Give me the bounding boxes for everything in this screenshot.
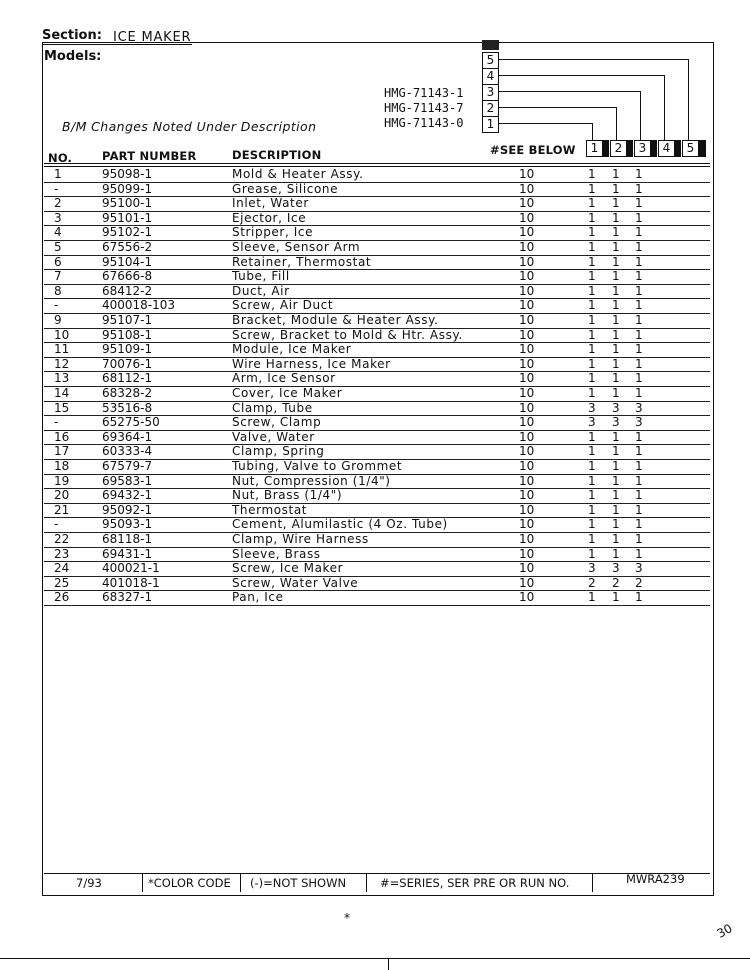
see-below-cell: 10 (519, 269, 535, 284)
row-number: 2 (54, 196, 62, 211)
see-below-cell: 10 (519, 298, 535, 313)
part-number-cell: 70076-1 (102, 356, 153, 371)
model-3-qty-cell: 1 (635, 532, 643, 546)
table-row (44, 517, 710, 533)
model-2-qty-cell: 1 (612, 590, 620, 605)
description-cell: Tube, Fill (232, 269, 290, 284)
see-below-cell: 10 (519, 473, 535, 488)
model-3-qty-cell: 1 (635, 167, 643, 181)
footer-bar (44, 873, 710, 892)
model-1-qty-cell: 3 (588, 400, 596, 415)
model-3-qty-cell: 1 (635, 196, 643, 211)
part-number-cell: 68412-2 (102, 283, 153, 298)
part-number-cell: 400021-1 (102, 561, 160, 576)
description-cell: Nut, Brass (1/4") (232, 488, 343, 503)
part-number-cell: 95093-1 (102, 517, 153, 532)
model-3-qty-cell: 1 (635, 371, 643, 386)
model-1-qty-cell: 1 (588, 459, 596, 473)
model-3-qty-cell: 1 (635, 356, 643, 371)
model-1-qty-cell: 1 (588, 254, 596, 269)
model-2-qty-cell: 3 (612, 400, 620, 415)
model-3-qty-cell: 1 (635, 327, 643, 342)
model-1-qty-cell: 1 (588, 371, 596, 386)
row-number: - (54, 517, 59, 532)
model-1-qty-cell: 1 (588, 590, 596, 605)
model-3-qty-cell: 1 (635, 488, 643, 503)
part-number-cell: 95107-1 (102, 313, 153, 327)
description-cell: Thermostat (232, 502, 308, 517)
model-3-qty-cell: 1 (635, 240, 643, 254)
description-cell: Clamp, Wire Harness (232, 532, 369, 546)
table-row (44, 284, 710, 300)
description-cell: Screw, Air Duct (232, 298, 334, 313)
model-1-qty-cell: 2 (588, 575, 596, 590)
model-3-qty-cell: 1 (635, 590, 643, 605)
model-name-1: HMG-71143-0 (384, 116, 464, 130)
model-2-qty-cell: 1 (612, 386, 620, 400)
model-3-qty-cell: 1 (635, 444, 643, 459)
row-number: 10 (54, 327, 70, 342)
description-cell: Grease, Silicone (232, 181, 339, 196)
description-cell: Sleeve, Brass (232, 546, 321, 561)
model-1-qty-cell: 1 (588, 473, 596, 488)
model-col-header-3: 3 (634, 140, 651, 157)
model-2-qty-cell: 1 (612, 225, 620, 240)
row-number: 19 (54, 473, 70, 488)
part-number-cell: 95098-1 (102, 167, 153, 181)
part-number-cell: 67556-2 (102, 240, 153, 254)
page-bottom-tick (388, 958, 389, 970)
model-1-qty-cell: 1 (588, 546, 596, 561)
see-below-cell: 10 (519, 371, 535, 386)
table-row (44, 503, 710, 519)
table-row (44, 576, 710, 592)
description-cell: Mold & Heater Assy. (232, 167, 364, 181)
table-row (44, 488, 710, 504)
see-below-cell: 10 (519, 459, 535, 473)
footer-date: 7/93 (76, 876, 102, 890)
part-number-cell: 60333-4 (102, 444, 153, 459)
model-3-qty-cell: 1 (635, 254, 643, 269)
see-below-cell: 10 (519, 210, 535, 225)
model-2-qty-cell: 1 (612, 269, 620, 284)
row-number: 15 (54, 400, 70, 415)
see-below-cell: 10 (519, 313, 535, 327)
model-3-qty-cell: 1 (635, 502, 643, 517)
col-header-no: NO. (48, 151, 73, 165)
bm-note: B/M Changes Noted Under Description (62, 119, 317, 134)
part-number-cell: 69364-1 (102, 429, 153, 444)
model-1-qty-cell: 1 (588, 210, 596, 225)
see-below-cell: 10 (519, 590, 535, 605)
description-cell: Arm, Ice Sensor (232, 371, 336, 386)
table-row (44, 430, 710, 446)
model-3-qty-cell: 1 (635, 386, 643, 400)
description-cell: Retainer, Thermostat (232, 254, 372, 269)
model-col-divider-4 (675, 140, 681, 157)
row-number: 11 (54, 342, 70, 357)
part-number-cell: 67579-7 (102, 459, 153, 473)
page-bottom-rule (0, 958, 750, 959)
see-below-cell: 10 (519, 342, 535, 357)
model-2-qty-cell: 1 (612, 313, 620, 327)
model-1-qty-cell: 1 (588, 532, 596, 546)
model-2-qty-cell: 1 (612, 502, 620, 517)
see-below-cell: 10 (519, 167, 535, 181)
model-3-qty-cell: 2 (635, 575, 643, 590)
model-2-qty-cell: 1 (612, 298, 620, 313)
description-cell: Stripper, Ice (232, 225, 314, 240)
model-3-qty-cell: 3 (635, 400, 643, 415)
model-2-qty-cell: 1 (612, 546, 620, 561)
model-2-qty-cell: 1 (612, 371, 620, 386)
description-cell: Clamp, Spring (232, 444, 325, 459)
table-row (44, 196, 710, 212)
model-3-qty-cell: 1 (635, 225, 643, 240)
part-number-cell: 65275-50 (102, 415, 160, 430)
model-box-4: 4 (482, 68, 499, 85)
description-cell: Wire Harness, Ice Maker (232, 356, 391, 371)
see-below-cell: 10 (519, 502, 535, 517)
footer-divider (592, 874, 593, 892)
model-2-qty-cell: 1 (612, 327, 620, 342)
part-number-cell: 68112-1 (102, 371, 153, 386)
model-3-qty-cell: 1 (635, 298, 643, 313)
row-number: 1 (54, 167, 62, 181)
part-number-cell: 95102-1 (102, 225, 153, 240)
table-row (44, 401, 710, 417)
table-row (44, 371, 710, 387)
model-2-qty-cell: 1 (612, 488, 620, 503)
model-2-qty-cell: 1 (612, 181, 620, 196)
model-1-qty-cell: 1 (588, 342, 596, 357)
description-cell: Inlet, Water (232, 196, 309, 211)
see-below-cell: 10 (519, 254, 535, 269)
center-mark: * (344, 911, 350, 925)
model-stack-cap (482, 40, 499, 50)
model-2-qty-cell: 1 (612, 342, 620, 357)
col-header-part-number: PART NUMBER (102, 149, 197, 163)
table-row (44, 561, 710, 577)
model-1-qty-cell: 1 (588, 240, 596, 254)
see-below-cell: 10 (519, 444, 535, 459)
part-number-cell: 68118-1 (102, 532, 153, 546)
model-col-header-2: 2 (610, 140, 627, 157)
model-1-qty-cell: 1 (588, 225, 596, 240)
see-below-cell: 10 (519, 400, 535, 415)
model-col-header-5: 5 (682, 140, 699, 157)
footer-color-code: *COLOR CODE (148, 876, 231, 890)
model-2-qty-cell: 3 (612, 415, 620, 430)
model-2-qty-cell: 1 (612, 459, 620, 473)
model-2-qty-cell: 1 (612, 196, 620, 211)
model-1-qty-cell: 3 (588, 561, 596, 576)
row-number: 8 (54, 283, 62, 298)
row-number: 21 (54, 502, 70, 517)
table-row (44, 240, 710, 256)
row-number: - (54, 181, 59, 196)
table-row (44, 298, 710, 314)
model-2-qty-cell: 1 (612, 532, 620, 546)
model-2-qty-cell: 1 (612, 429, 620, 444)
model-1-qty-cell: 1 (588, 298, 596, 313)
see-below-cell: 10 (519, 429, 535, 444)
table-row (44, 328, 710, 344)
model-2-qty-cell: 1 (612, 444, 620, 459)
model-3-qty-cell: 1 (635, 517, 643, 532)
part-number-cell: 69432-1 (102, 488, 153, 503)
header-rule-top (44, 163, 710, 164)
see-below-cell: 10 (519, 240, 535, 254)
description-cell: Cement, Alumilastic (4 Oz. Tube) (232, 517, 448, 532)
row-number: 20 (54, 488, 70, 503)
row-number: 22 (54, 532, 70, 546)
model-2-qty-cell: 1 (612, 254, 620, 269)
section-label: Section: (42, 28, 102, 43)
see-below-cell: 10 (519, 488, 535, 503)
description-cell: Screw, Ice Maker (232, 561, 344, 576)
description-cell: Screw, Clamp (232, 415, 322, 430)
description-cell: Screw, Bracket to Mold & Htr. Assy. (232, 327, 463, 342)
col-header-see-below: #SEE BELOW (490, 143, 576, 157)
model-3-qty-cell: 1 (635, 181, 643, 196)
model-2-qty-cell: 1 (612, 473, 620, 488)
see-below-cell: 10 (519, 517, 535, 532)
model-1-qty-cell: 1 (588, 269, 596, 284)
table-row (44, 386, 710, 402)
model-3-qty-cell: 1 (635, 429, 643, 444)
part-number-cell: 69583-1 (102, 473, 153, 488)
see-below-cell: 10 (519, 575, 535, 590)
see-below-cell: 10 (519, 561, 535, 576)
row-number: 17 (54, 444, 70, 459)
model-3-qty-cell: 3 (635, 561, 643, 576)
model-name-2: HMG-71143-7 (384, 101, 464, 115)
model-1-qty-cell: 1 (588, 488, 596, 503)
see-below-cell: 10 (519, 415, 535, 430)
part-number-cell: 68328-2 (102, 386, 153, 400)
model-2-qty-cell: 1 (612, 240, 620, 254)
part-number-cell: 67666-8 (102, 269, 153, 284)
model-col-divider-1 (603, 140, 609, 157)
row-number: 6 (54, 254, 62, 269)
model-1-qty-cell: 1 (588, 181, 596, 196)
footer-doc-id: MWRA239 (626, 872, 685, 886)
part-number-cell: 69431-1 (102, 546, 153, 561)
col-header-description: DESCRIPTION (232, 148, 322, 162)
model-box-2: 2 (482, 100, 499, 117)
model-2-qty-cell: 1 (612, 167, 620, 181)
part-number-cell: 95100-1 (102, 196, 153, 211)
part-number-cell: 95104-1 (102, 254, 153, 269)
table-row (44, 532, 710, 548)
model-3-qty-cell: 1 (635, 283, 643, 298)
see-below-cell: 10 (519, 532, 535, 546)
model-2-qty-cell: 1 (612, 517, 620, 532)
model-col-divider-2 (627, 140, 633, 157)
model-1-qty-cell: 1 (588, 386, 596, 400)
row-number: - (54, 298, 59, 313)
row-number: 5 (54, 240, 62, 254)
model-box-5: 5 (482, 52, 499, 69)
part-number-cell: 95108-1 (102, 327, 153, 342)
footer-series: #=SERIES, SER PRE OR RUN NO. (380, 876, 570, 890)
part-number-cell: 400018-103 (102, 298, 176, 313)
description-cell: Clamp, Tube (232, 400, 313, 415)
footer-divider (240, 874, 241, 892)
row-number: 13 (54, 371, 70, 386)
model-3-qty-cell: 1 (635, 342, 643, 357)
table-row (44, 415, 710, 431)
part-number-cell: 95099-1 (102, 181, 153, 196)
see-below-cell: 10 (519, 546, 535, 561)
see-below-cell: 10 (519, 181, 535, 196)
model-2-qty-cell: 3 (612, 561, 620, 576)
model-1-qty-cell: 1 (588, 283, 596, 298)
footer-divider (142, 874, 143, 892)
section-value: ICE MAKER (113, 30, 192, 45)
table-row (44, 269, 710, 285)
model-2-qty-cell: 2 (612, 575, 620, 590)
model-col-header-1: 1 (586, 140, 603, 157)
model-1-qty-cell: 1 (588, 313, 596, 327)
model-1-qty-cell: 1 (588, 502, 596, 517)
table-row (44, 342, 710, 358)
table-row (44, 225, 710, 241)
table-row (44, 547, 710, 563)
model-3-qty-cell: 1 (635, 546, 643, 561)
model-2-qty-cell: 1 (612, 283, 620, 298)
row-number: 4 (54, 225, 62, 240)
model-1-qty-cell: 3 (588, 415, 596, 430)
row-number: 18 (54, 459, 70, 473)
section-underline (42, 44, 192, 45)
row-number: 12 (54, 356, 70, 371)
model-col-divider-5 (699, 140, 706, 157)
model-box-1: 1 (482, 116, 499, 133)
model-1-qty-cell: 1 (588, 167, 596, 181)
table-row (44, 313, 710, 329)
see-below-cell: 10 (519, 356, 535, 371)
model-1-qty-cell: 1 (588, 356, 596, 371)
table-row (44, 357, 710, 373)
model-name-3: HMG-71143-1 (384, 86, 464, 100)
description-cell: Sleeve, Sensor Arm (232, 240, 361, 254)
table-row (44, 590, 710, 606)
page-mark: 30 (714, 921, 735, 941)
model-col-divider-3 (651, 140, 657, 157)
part-number-cell: 95101-1 (102, 210, 153, 225)
description-cell: Valve, Water (232, 429, 315, 444)
footer-not-shown: (-)=NOT SHOWN (250, 876, 347, 890)
row-number: 9 (54, 313, 62, 327)
connector-line-1 (498, 123, 593, 140)
part-number-cell: 53516-8 (102, 400, 153, 415)
model-3-qty-cell: 3 (635, 415, 643, 430)
see-below-cell: 10 (519, 283, 535, 298)
table-row (44, 167, 710, 183)
table-row (44, 211, 710, 227)
see-below-cell: 10 (519, 386, 535, 400)
table-row (44, 182, 710, 198)
row-number: 14 (54, 386, 70, 400)
table-row (44, 474, 710, 490)
model-3-qty-cell: 1 (635, 313, 643, 327)
model-3-qty-cell: 1 (635, 210, 643, 225)
model-1-qty-cell: 1 (588, 327, 596, 342)
model-2-qty-cell: 1 (612, 356, 620, 371)
description-cell: Tubing, Valve to Grommet (232, 459, 403, 473)
description-cell: Screw, Water Valve (232, 575, 359, 590)
model-1-qty-cell: 1 (588, 429, 596, 444)
row-number: 16 (54, 429, 70, 444)
model-3-qty-cell: 1 (635, 269, 643, 284)
model-col-header-4: 4 (658, 140, 675, 157)
models-label: Models: (44, 49, 102, 64)
table-row (44, 459, 710, 475)
table-row (44, 255, 710, 271)
row-number: 7 (54, 269, 62, 284)
model-1-qty-cell: 1 (588, 196, 596, 211)
row-number: - (54, 415, 59, 430)
part-number-cell: 95092-1 (102, 502, 153, 517)
model-1-qty-cell: 1 (588, 517, 596, 532)
row-number: 25 (54, 575, 70, 590)
model-1-qty-cell: 1 (588, 444, 596, 459)
model-3-qty-cell: 1 (635, 473, 643, 488)
description-cell: Pan, Ice (232, 590, 284, 605)
model-box-3: 3 (482, 84, 499, 101)
description-cell: Module, Ice Maker (232, 342, 352, 357)
description-cell: Ejector, Ice (232, 210, 307, 225)
description-cell: Cover, Ice Maker (232, 386, 343, 400)
see-below-cell: 10 (519, 327, 535, 342)
row-number: 3 (54, 210, 62, 225)
footer-divider (366, 874, 367, 892)
description-cell: Duct, Air (232, 283, 290, 298)
row-number: 26 (54, 590, 70, 605)
row-number: 23 (54, 546, 70, 561)
model-2-qty-cell: 1 (612, 210, 620, 225)
see-below-cell: 10 (519, 225, 535, 240)
table-row (44, 444, 710, 460)
part-number-cell: 68327-1 (102, 590, 153, 605)
part-number-cell: 401018-1 (102, 575, 160, 590)
part-number-cell: 95109-1 (102, 342, 153, 357)
see-below-cell: 10 (519, 196, 535, 211)
model-3-qty-cell: 1 (635, 459, 643, 473)
row-number: 24 (54, 561, 70, 576)
description-cell: Bracket, Module & Heater Assy. (232, 313, 439, 327)
description-cell: Nut, Compression (1/4") (232, 473, 391, 488)
